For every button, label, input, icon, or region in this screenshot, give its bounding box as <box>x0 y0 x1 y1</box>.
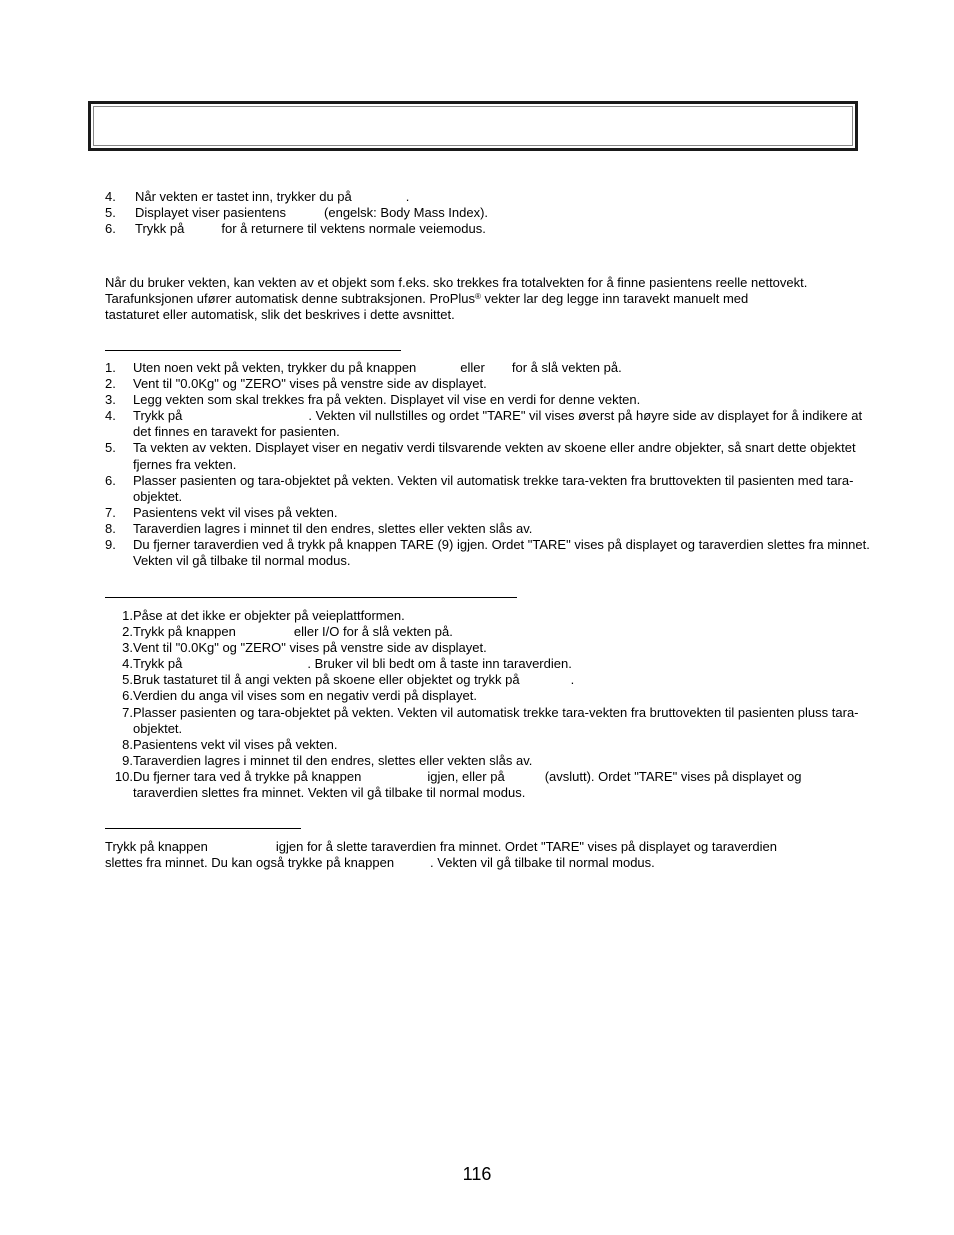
list-item: 5. Bruk tastaturet til å angi vekten på skoene eller objektet og trykk på . <box>122 672 575 688</box>
list-item: 8. Taraverdien lagres i minnet til den endres, slettes eller vekten slås av. <box>105 520 533 536</box>
list-manual-tare <box>105 608 870 801</box>
list-item: 7. Pasientens vekt vil vises på vekten. <box>105 504 338 520</box>
list-item: 1. Påse at det ikke er objekter på veieplattformen. <box>122 608 405 623</box>
list-item: 3. Vent til "0.0Kg" og "ZERO" vises på venstre side av displayet. <box>122 640 487 656</box>
list-item: 4. Trykk på . Vekten vil nullstilles og ordet "TARE" vil vises øverst på høyre side av displayet for å indikere at det finnes en taravekt for pasienten. <box>105 408 863 440</box>
list-item: 1. Uten noen vekt på vekten, trykker du på knappen eller for å slå vekten på. <box>105 360 622 375</box>
heading-underline-clear <box>105 828 301 829</box>
list-item: 4. Når vekten er tastet inn, trykker du på . <box>105 189 410 204</box>
list-item: 2. Trykk på knappen eller I/O for å slå vekten på. <box>122 624 453 640</box>
list-auto-tare <box>105 360 870 569</box>
list-item: 9. Taraverdien lagres i minnet til den endres, slettes eller vekten slås av. <box>122 752 533 768</box>
list-item: 6. Trykk på for å returnere til vektens normale veiemodus. <box>105 221 486 237</box>
list-item: 4. Trykk på . Bruker vil bli bedt om å taste inn taraverdien. <box>122 656 572 672</box>
list-item: 5. Ta vekten av vekten. Displayet viser en negativ verdi tilsvarende vekten av skoene eller andre objekter, så snart dette objektet fjernes fra vekten. <box>105 440 856 472</box>
heading-underline-manual <box>105 597 517 598</box>
page-number: 116 <box>462 1164 492 1184</box>
clear-tare-paragraph: Trykk på knappen igjen for å slette taraverdien fra minnet. Ordet "TARE" vises på displayet og taraverdien slettes fra minnet. Du kan også trykke på knappen . Vekten vil gå tilbake til normal modus. <box>105 839 777 871</box>
heading-underline-auto <box>105 350 401 351</box>
list-item: 6. Plasser pasienten og tara-objektet på vekten. Vekten vil automatisk trekke tara-vekten fra bruttovekten til pasienten med tara-objektet. <box>105 472 854 504</box>
section-header-box <box>88 101 858 151</box>
list-item: 7. Plasser pasienten og tara-objektet på vekten. Vekten vil automatisk trekke tara-vekten fra bruttovekten til pasienten pluss tara-objektet. <box>122 704 859 736</box>
list-item: 6. Verdien du anga vil vises som en negativ verdi på displayet. <box>122 688 477 704</box>
registered-mark: ® <box>474 292 481 302</box>
list-item: 9. Du fjerner taraverdien ved å trykk på knappen TARE (9) igjen. Ordet "TARE" vises på displayet og taraverdien slettes fra minnet. Vekten vil gå tilbake til normal modus. <box>105 537 870 569</box>
list-item: 2. Vent til "0.0Kg" og "ZERO" vises på venstre side av displayet. <box>105 376 487 392</box>
steps-bmi <box>105 189 870 237</box>
list-item: 8. Pasientens vekt vil vises på vekten. <box>122 736 338 752</box>
tare-intro-paragraph: Når du bruker vekten, kan vekten av et objekt som f.eks. sko trekkes fra totalvekten for å finne pasientens reelle nettovekt. Tarafunksjonen ufører automatisk denne subtraksjonen. ProPlus® vekter lar deg legge inn taravekt manuelt med tastaturet eller automatisk, slik det beskrives i dette avsnittet. <box>105 275 808 323</box>
list-item: 3. Legg vekten som skal trekkes fra på vekten. Displayet vil vise en verdi for denne vekten. <box>105 392 641 408</box>
list-item: 10. Du fjerner tara ved å trykke på knappen igjen, eller på (avslutt). Ordet "TARE" vises på displayet og taraverdien slettes fra minnet. Vekten vil gå tilbake til normal modus. <box>114 768 802 801</box>
list-item: 5. Displayet viser pasientens (engelsk: Body Mass Index). <box>105 205 489 221</box>
